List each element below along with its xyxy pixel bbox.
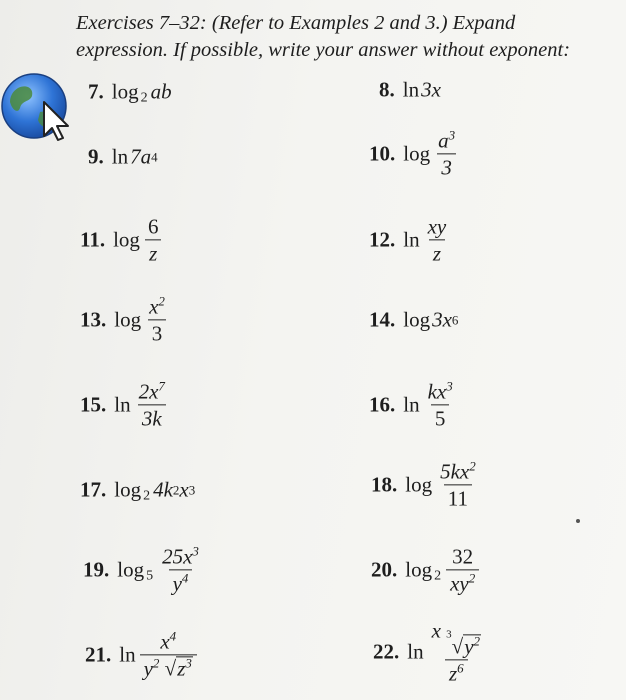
log-function: log [114,477,142,502]
denominator: z [429,240,445,266]
log-function: log [405,557,433,582]
heading-line-2: expression. If possible, write your answer without exponent: [76,39,571,61]
ln-function: ln [114,392,131,417]
exercise-10 [369,128,459,179]
exercise-9: 9. ln 7a 4 [88,144,158,169]
denominator: $z^6$ [445,660,468,686]
log-base: 5 [146,568,154,583]
exercise-number: 22. [373,639,400,664]
paper-speck [576,519,580,523]
denominator: $y^2$ √ $z^3$ [140,655,197,681]
exercise-number: 16. [369,392,396,417]
denominator: z [145,240,161,266]
numerator: $5kx^2$ [440,458,476,484]
fraction [144,214,163,265]
numerator: $x^4$ [160,628,177,654]
fraction [140,629,197,680]
cube-root: 3 √ $y^2$ [446,628,481,659]
exercise-number: 9. [88,144,104,169]
fraction [446,544,479,595]
exercise-number: 21. [85,642,112,667]
argument: ab [150,79,172,104]
exercise-number: 7. [88,79,104,104]
fraction [158,544,203,595]
numerator: $kx^3$ [427,378,453,404]
square-root: √ $z^3$ [164,655,192,681]
exercise-17: 17. log 2 4k 2 x 3 [80,477,196,503]
numerator: x 3 √ $y^2$ [431,618,481,659]
exercise-number: 14. [369,307,396,332]
exercise-number: 15. [80,392,107,417]
exercise-number: 11. [80,227,106,252]
denominator: $xy^2$ [446,570,479,596]
exercise-number: 17. [80,477,107,502]
argument-part-a: 4k [153,477,173,502]
argument: 3x [432,307,452,332]
log-function: log [113,227,140,252]
denominator: 5 [431,405,450,431]
fraction [428,618,485,685]
exercise-number: 20. [371,557,398,582]
argument-part-b: x [179,477,189,502]
exercise-15 [80,379,169,430]
ln-function: ln [403,392,420,417]
exercise-12 [369,214,450,265]
globe-cursor-icon [0,72,80,144]
numerator: $2x^7$ [138,378,165,404]
log-function: log [117,557,145,582]
exercise-20 [371,544,479,595]
exercise-8 [379,78,441,103]
ln-function: ln [407,639,424,664]
argument: 7a [130,144,152,169]
denominator: 11 [444,485,472,511]
exercise-number: 18. [371,472,398,497]
numerator: $x^2$ [149,293,165,319]
denominator: 3 [437,154,456,180]
numerator: xy [427,214,447,239]
log-function: log [114,307,142,332]
exercise-number: 12. [369,227,396,252]
fraction [434,128,459,179]
exercise-13 [80,294,169,345]
denominator: $y^4$ [169,570,193,596]
exercise-14: 14. log 3x 6 [369,307,459,332]
exercise-number: 8. [379,77,395,102]
exercise-heading [76,10,626,64]
exercise-11 [80,214,162,265]
fraction [436,459,480,510]
denominator: 3 [148,320,167,346]
ln-function: ln [402,77,420,102]
exercise-number: 10. [369,141,396,166]
numerator: 32 [452,544,474,569]
ln-function: ln [119,642,136,667]
numerator: $a^3$ [438,127,456,153]
log-base: 2 [434,568,442,583]
exercise-7 [88,80,172,105]
log-base: 2 [143,488,151,503]
argument: 3x [421,77,441,102]
ln-function: ln [111,144,129,169]
denominator: 3k [138,405,166,431]
exercise-number: 19. [83,557,110,582]
log-function: log [403,307,431,332]
fraction [135,379,169,430]
exercise-18 [371,459,480,510]
numerator: $25x^3$ [162,543,199,569]
exercise-19 [83,544,203,595]
exercise-22 [373,618,485,685]
fraction [424,214,451,265]
fraction [145,294,169,345]
exercise-16 [369,379,457,430]
numerator: 6 [147,214,159,239]
log-function: log [403,141,431,166]
log-function: log [111,79,139,104]
exercise-21 [85,629,197,680]
fraction [424,379,457,430]
exercise-number: 13. [80,307,107,332]
log-function: log [405,472,433,497]
heading-line-1: Exercises 7–32: (Refer to Examples 2 and 3.) Expand [76,12,516,34]
ln-function: ln [403,227,420,252]
log-base: 2 [140,90,148,105]
